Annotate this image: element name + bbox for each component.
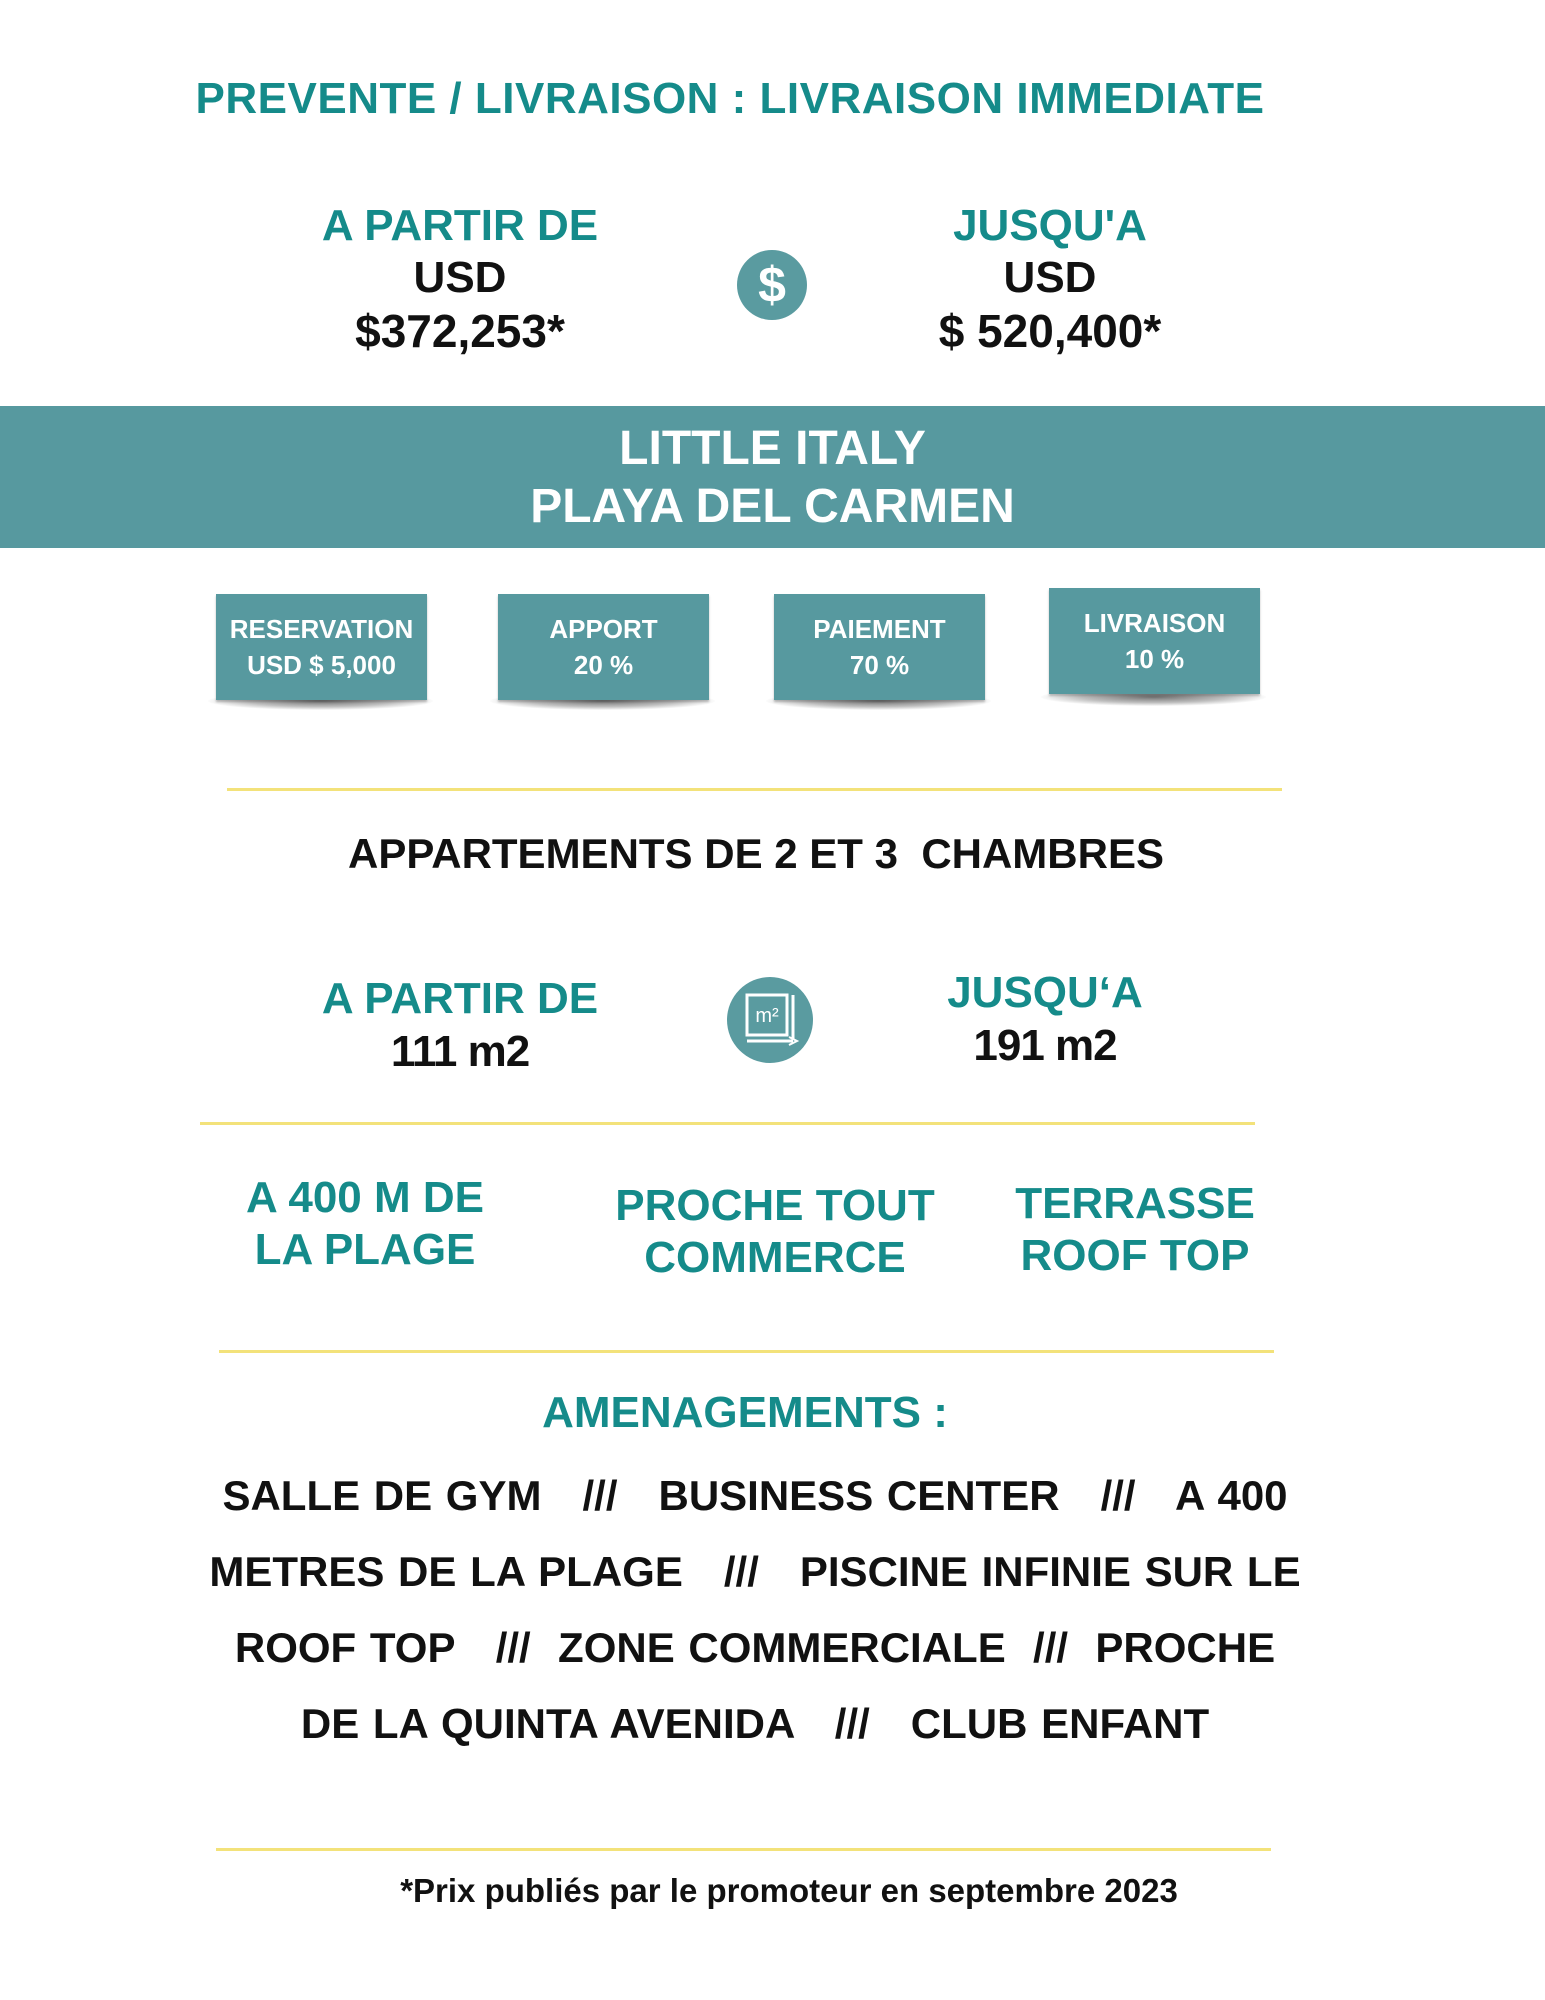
price-from-amount: $372,253* bbox=[355, 304, 565, 357]
area-m2-text: m² bbox=[755, 1005, 779, 1027]
price-to bbox=[900, 200, 1200, 358]
price-from-currency: USD bbox=[413, 252, 507, 302]
feature-line-1: TERRASSE bbox=[1015, 1179, 1255, 1228]
banner-line-1: LITTLE ITALY bbox=[619, 422, 926, 475]
payment-card-title: RESERVATION bbox=[229, 614, 414, 644]
payment-card-reservation bbox=[216, 594, 427, 700]
price-to-amount: $ 520,400* bbox=[938, 304, 1162, 357]
payment-card-value: 10 % bbox=[1124, 644, 1185, 674]
price-from bbox=[300, 200, 620, 358]
headline: PREVENTE / LIVRAISON : LIVRAISON IMMEDIATE bbox=[195, 74, 1265, 123]
price-footnote: *Prix publiés par le promoteur en septembre 2023 bbox=[400, 1872, 1178, 1909]
feature-line-1: PROCHE TOUT bbox=[615, 1181, 935, 1230]
area-from bbox=[310, 973, 610, 1079]
payment-card-livraison bbox=[1049, 588, 1260, 694]
payment-card-value: 20 % bbox=[573, 650, 634, 680]
divider bbox=[216, 1848, 1271, 1851]
banner-line-2: PLAYA DEL CARMEN bbox=[530, 480, 1015, 533]
feature-line-2: LA PLAGE bbox=[254, 1225, 476, 1274]
dollar-icon: $ bbox=[737, 250, 807, 320]
area-to bbox=[895, 967, 1195, 1073]
location-banner bbox=[0, 406, 1545, 548]
divider bbox=[219, 1350, 1274, 1353]
price-from-label: A PARTIR DE bbox=[321, 201, 599, 250]
price-to-currency: USD bbox=[1003, 252, 1097, 302]
feature-beach bbox=[215, 1172, 515, 1276]
feature-rooftop bbox=[985, 1178, 1285, 1282]
payment-card-title: PAIEMENT bbox=[813, 614, 946, 644]
feature-line-2: COMMERCE bbox=[644, 1233, 906, 1282]
area-m2-glyph bbox=[727, 977, 813, 1063]
area-from-label: A PARTIR DE bbox=[321, 974, 599, 1023]
price-to-label: JUSQU'A bbox=[953, 201, 1147, 250]
payment-card-paiement bbox=[774, 594, 985, 700]
area-to-label: JUSQU‘A bbox=[947, 968, 1143, 1017]
feature-line-2: ROOF TOP bbox=[1020, 1231, 1250, 1280]
payment-card-value: USD $ 5,000 bbox=[247, 650, 396, 680]
divider bbox=[227, 788, 1282, 791]
area-m2-icon bbox=[727, 977, 813, 1063]
divider bbox=[200, 1122, 1255, 1125]
feature-line-1: A 400 M DE bbox=[245, 1173, 484, 1222]
payment-card-apport bbox=[498, 594, 709, 700]
amenities-line: DE LA QUINTA AVENIDA /// CLUB ENFANT bbox=[300, 1700, 1210, 1747]
area-to-value: 191 m2 bbox=[973, 1020, 1117, 1070]
apartments-heading: APPARTEMENTS DE 2 ET 3 CHAMBRES bbox=[348, 830, 1164, 877]
amenities-title: AMENAGEMENTS : bbox=[542, 1388, 948, 1437]
area-from-value: 111 m2 bbox=[390, 1026, 530, 1076]
feature-shops bbox=[600, 1180, 950, 1284]
amenities-line: ROOF TOP /// ZONE COMMERCIALE /// PROCHE bbox=[234, 1624, 1276, 1671]
payment-card-value: 70 % bbox=[849, 650, 910, 680]
amenities-line: METRES DE LA PLAGE /// PISCINE INFINIE SUR LE bbox=[209, 1548, 1301, 1595]
payment-card-title: LIVRAISON bbox=[1083, 608, 1226, 638]
amenities-line: SALLE DE GYM /// BUSINESS CENTER /// A 400 bbox=[222, 1472, 1288, 1519]
payment-card-title: APPORT bbox=[549, 614, 658, 644]
